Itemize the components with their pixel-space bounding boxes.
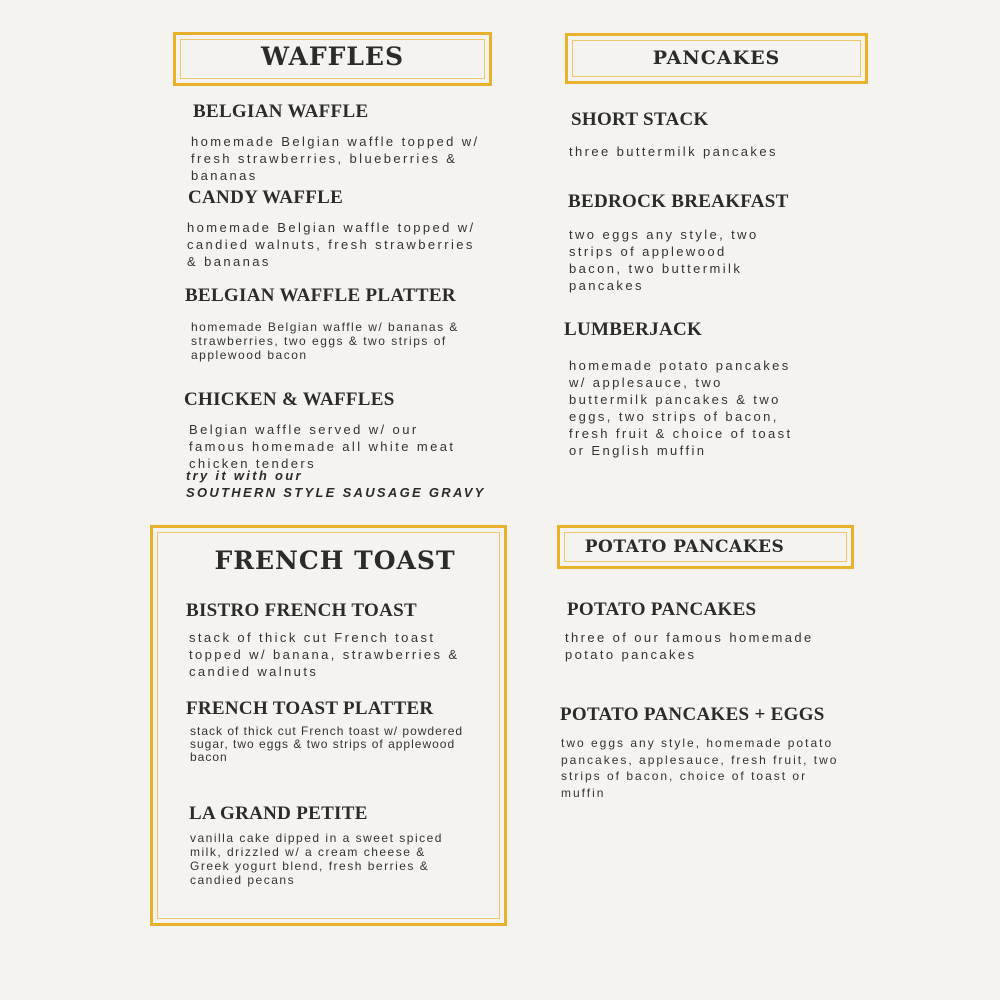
menu-item-title: CANDY WAFFLE: [188, 187, 344, 208]
menu-item-title: FRENCH TOAST PLATTER: [186, 698, 434, 719]
menu-item-title: BELGIAN WAFFLE: [193, 101, 369, 122]
menu-item-description: stack of thick cut French toast topped w/ banana, strawberries & candied walnuts: [189, 630, 460, 679]
menu-item-description: two eggs any style, homemade potato pancakes, applesauce, fresh fruit, two strips of bacon, choice of toast or muffin: [561, 736, 839, 800]
gravy-note-line2: SOUTHERN STYLE SAUSAGE GRAVY: [186, 485, 486, 500]
menu-item-description: three of our famous homemade potato pancakes: [565, 630, 814, 662]
menu-item-description: homemade Belgian waffle topped w/ candied walnuts, fresh strawberries & bananas: [187, 220, 476, 269]
menu-item-description: two eggs any style, two strips of applewood bacon, two buttermilk pancakes: [569, 227, 759, 293]
menu-item-description: stack of thick cut French toast w/ powdered sugar, two eggs & two strips of applewood bacon: [190, 724, 464, 764]
menu-item-title: BELGIAN WAFFLE PLATTER: [185, 285, 456, 306]
menu-item-title: LUMBERJACK: [564, 319, 703, 340]
menu-item-title: SHORT STACK: [571, 109, 709, 130]
menu-item-description: three buttermilk pancakes: [569, 144, 778, 159]
menu-item-title: POTATO PANCAKES: [567, 599, 757, 620]
menu-item-description: homemade Belgian waffle topped w/ fresh strawberries, blueberries & bananas: [191, 134, 480, 183]
menu-item-description: Belgian waffle served w/ our famous homemade all white meat chicken tenders: [189, 422, 456, 471]
menu-item-title: LA GRAND PETITE: [189, 803, 368, 824]
potato-pancakes-title: POTATO PANCAKES: [584, 537, 785, 557]
gravy-note-line1: try it with our: [186, 468, 303, 483]
menu-item-title: BISTRO FRENCH TOAST: [186, 600, 417, 621]
menu-item-description: homemade potato pancakes w/ applesauce, two buttermilk pancakes & two eggs, two strips of bacon, fresh fruit & choice of toast or English muffin: [569, 358, 793, 458]
menu-item-description: homemade Belgian waffle w/ bananas & strawberries, two eggs & two strips of applewood bacon: [191, 320, 459, 362]
waffles-title: WAFFLES: [260, 42, 405, 71]
pancakes-title: PANCAKES: [652, 47, 781, 69]
menu-item-title: BEDROCK BREAKFAST: [568, 191, 789, 212]
gravy-note: [186, 467, 486, 501]
french-toast-title: FRENCH TOAST: [214, 546, 456, 575]
menu-item-title: CHICKEN & WAFFLES: [184, 389, 395, 410]
menu-item-description: vanilla cake dipped in a sweet spiced milk, drizzled w/ a cream cheese & Greek yogurt blend, fresh berries & candied pecans: [190, 831, 443, 887]
menu-item-title: POTATO PANCAKES + EGGS: [560, 704, 825, 725]
